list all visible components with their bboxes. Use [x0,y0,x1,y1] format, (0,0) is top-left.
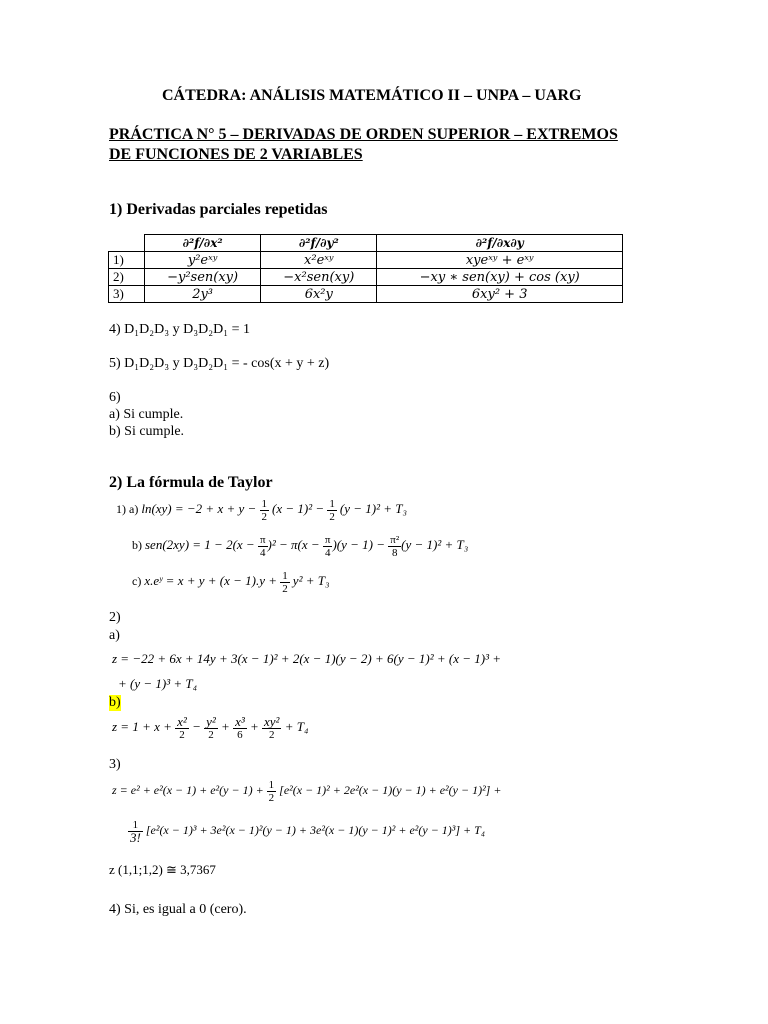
section1-title: 1) Derivadas parciales repetidas [109,201,328,218]
formula-text: x.eʸ = x + y + (x − 1).y + [144,573,281,588]
fraction-den: 2 [268,791,275,804]
formula-1a [116,496,407,523]
item2a-label: a) [109,628,120,643]
practica-title-line2: DE FUNCIONES DE 2 VARIABLES [109,146,363,163]
table-cell: xyeˣʸ + eˣʸ [377,252,623,269]
table-cell: −y²sen(xy) [145,269,261,286]
table-cell: x²eˣʸ [261,252,377,269]
row-label: 2) [109,269,145,286]
approx-value: z (1,1;1,2) ≅ 3,7367 [109,862,216,877]
fraction-den: 2 [329,510,335,523]
formula-3-line2 [128,814,485,846]
table-row [109,286,623,303]
formula-text: (y − 1)² + T₃ [401,537,469,552]
fraction-num: 1 [282,569,288,582]
formula-1c [132,568,330,595]
fraction-num: 1 [128,819,143,832]
formula-text: )² − π [267,537,298,552]
formula-1b [132,532,468,559]
fraction-den: 2 [208,728,214,741]
answer-6b: b) Si cumple. [109,424,185,439]
item4-answer: 4) Si, es igual a 0 (cero). [109,902,247,917]
fraction [262,713,281,741]
formula-text: sen(2xy) = 1 − 2 [145,537,233,552]
fraction [128,819,143,844]
fraction-den: 2 [261,510,268,523]
formula-text: ln(xy) = −2 + x + y − [141,501,260,516]
formula-2b [112,712,308,742]
fraction-den: 2 [179,728,185,741]
formula-text: (x − [297,537,323,552]
formula-text: + [249,719,259,734]
fraction-num: x² [177,713,187,729]
formula-text: z = e² + e²(x − 1) + e²(y − 1) + [112,783,267,797]
fraction [280,570,290,595]
derivatives-table [108,234,623,303]
fraction [233,713,247,741]
item3-label: 3) [109,757,121,772]
formula-label: b) [132,538,142,552]
fraction-num: x³ [235,713,245,729]
row-label: 1) [109,252,145,269]
row-label: 3) [109,286,145,303]
formula-text: z = 1 + x + [112,719,176,734]
formula-text: y² + T₃ [292,573,330,588]
fraction-den: 2 [282,582,288,595]
formula-2a-line2: + (y − 1)³ + T₄ [118,676,198,691]
table-cell: 6x²y [261,286,377,303]
catedra-heading: CÁTEDRA: ANÁLISIS MATEMÁTICO II – UNPA – UARG [162,87,582,104]
formula-text: + [221,719,230,734]
formula-label: 1) a) [116,502,139,516]
fraction [327,498,337,523]
formula-text: − [192,719,201,734]
item2-label: 2) [109,610,121,625]
table-corner [109,235,145,252]
fraction-den: 3! [130,829,141,845]
fraction-den: 4 [324,546,331,559]
fraction-num: 1 [268,778,275,791]
answer-6a: a) Si cumple. [109,407,184,422]
formula-text: )(y − 1) − [332,537,389,552]
table-cell: 6xy² + 3 [377,286,623,303]
formula-3-line1 [112,775,501,805]
answer-6-label: 6) [109,390,121,405]
fraction-num: π [259,533,266,546]
formula-text: [e²(x − 1)² + 2e²(x − 1)(y − 1) + e²(y − 1)²] + [279,783,502,797]
formula-text: (x − 1)² − [272,501,328,516]
table-cell: −xy ∗ sen(xy) + cos (xy) [377,269,623,286]
fraction-den: 4 [259,546,266,559]
fraction-den: 6 [237,728,243,741]
fraction-num: 1 [261,497,268,510]
fraction [258,534,268,559]
answer-5: 5) D₁D₂D₃ y D₃D₂D₁ = - cos(x + y + z) [109,356,330,371]
formula-label: c) [132,574,142,588]
table-header: ∂²f/∂x² [145,235,261,252]
fraction [204,713,218,741]
table-row [109,269,623,286]
formula-2a-line1: z = −22 + 6x + 14y + 3(x − 1)² + 2(x − 1)(y − 2) + 6(y − 1)² + (x − 1)³ + [112,651,501,666]
table-header: ∂²f/∂x∂y [377,235,623,252]
table-header-row [109,235,623,252]
fraction-den: 8 [391,546,398,559]
section2-title: 2) La fórmula de Taylor [109,474,273,491]
fraction [175,713,189,741]
fraction-num: xy² [264,713,280,729]
fraction-num: π² [390,533,400,546]
fraction-num: y² [206,713,216,729]
fraction [260,498,270,523]
formula-text: + T₄ [284,719,309,734]
formula-text: (x − [232,537,258,552]
table-cell: 2y³ [145,286,261,303]
formula-text: [e²(x − 1)³ + 3e²(x − 1)²(y − 1) + 3e²(x − 1)(y − 1)² + e²(y − 1)³] + T₄ [145,823,486,837]
fraction [388,534,401,559]
table-header: ∂²f/∂y² [261,235,377,252]
fraction [267,779,277,804]
table-row [109,252,623,269]
practica-title-line1: PRÁCTICA N° 5 – DERIVADAS DE ORDEN SUPERIOR – EXTREMOS [109,126,618,143]
fraction-num: π [324,533,331,546]
fraction-den: 2 [268,728,275,741]
formula-text: (y − 1)² + T₃ [339,501,408,516]
item2b-label: b) [109,695,121,710]
fraction-num: 1 [329,497,335,510]
table-cell: −x²sen(xy) [261,269,377,286]
answer-4: 4) D₁D₂D₃ y D₃D₂D₁ = 1 [109,322,251,337]
table-cell: y²eˣʸ [145,252,261,269]
